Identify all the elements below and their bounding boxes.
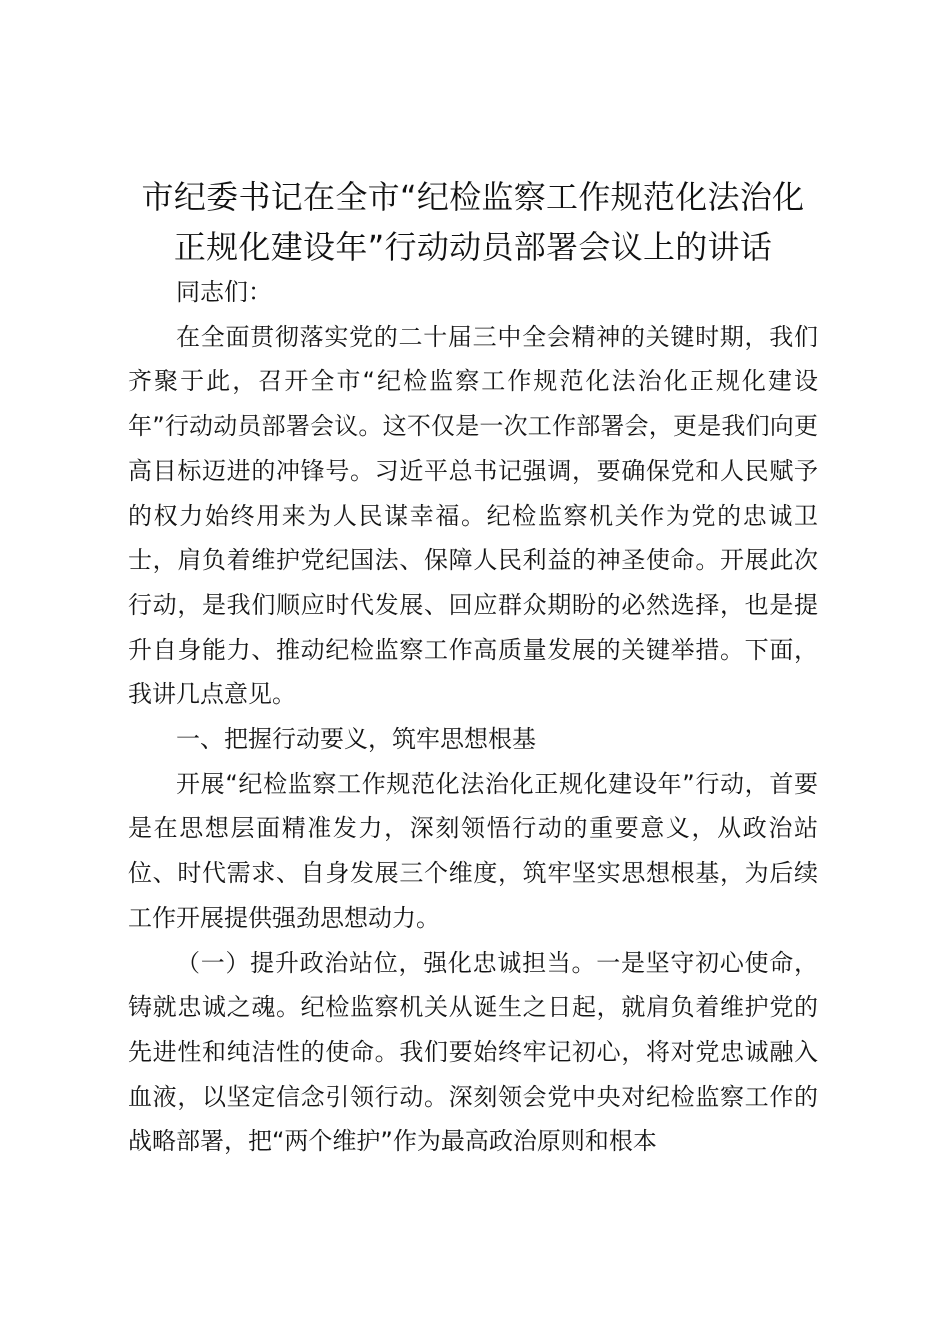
paragraph-intro: 在全面贯彻落实党的二十届三中全会精神的关键时期，我们齐聚于此，召开全市“纪检监察工作规范化法治化正规化建设年”行动动员部署会议。这不仅是一次工作部署会，更是我们向更高目标迈进的冲锋号。习近平总书记强调，要确保党和人民赋予的权力始终用来为人民谋幸福。纪检监察机关作为党的忠诚卫士，肩负着维护党纪国法、保障人民利益的神圣使命。开展此次行动，是我们顺应时代发展、回应群众期盼的必然选择，也是提升自身能力、推动纪检监察工作高质量发展的关键举措。下面，我讲几点意见。 (128, 322, 818, 709)
paragraph-subsection-1: （一）提升政治站位，强化忠诚担当。一是坚守初心使命，铸就忠诚之魂。纪检监察机关从诞生之日起，就肩负着维护党的先进性和纯洁性的使命。我们要始终牢记初心，将对党忠诚融入血液，以坚定信念引领行动。深刻领会党中央对纪检监察工作的战略部署，把“两个维护”作为最高政治原则和根本 (128, 948, 818, 1156)
document-body (128, 172, 818, 1164)
salutation: 同志们： (176, 278, 272, 306)
document-title: 市纪委书记在全市“纪检监察工作规范化法治化正规化建设年”行动动员部署会议上的讲话 (141, 178, 805, 266)
section-heading-1: 一、把握行动要义，筑牢思想根基 (176, 725, 536, 754)
paragraph-section-1: 开展“纪检监察工作规范化法治化正规化建设年”行动，首要是在思想层面精准发力，深刻领悟行动的重要意义，从政治站位、时代需求、自身发展三个维度，筑牢坚实思想根基，为后续工作开展提供强劲思想动力。 (128, 769, 818, 932)
